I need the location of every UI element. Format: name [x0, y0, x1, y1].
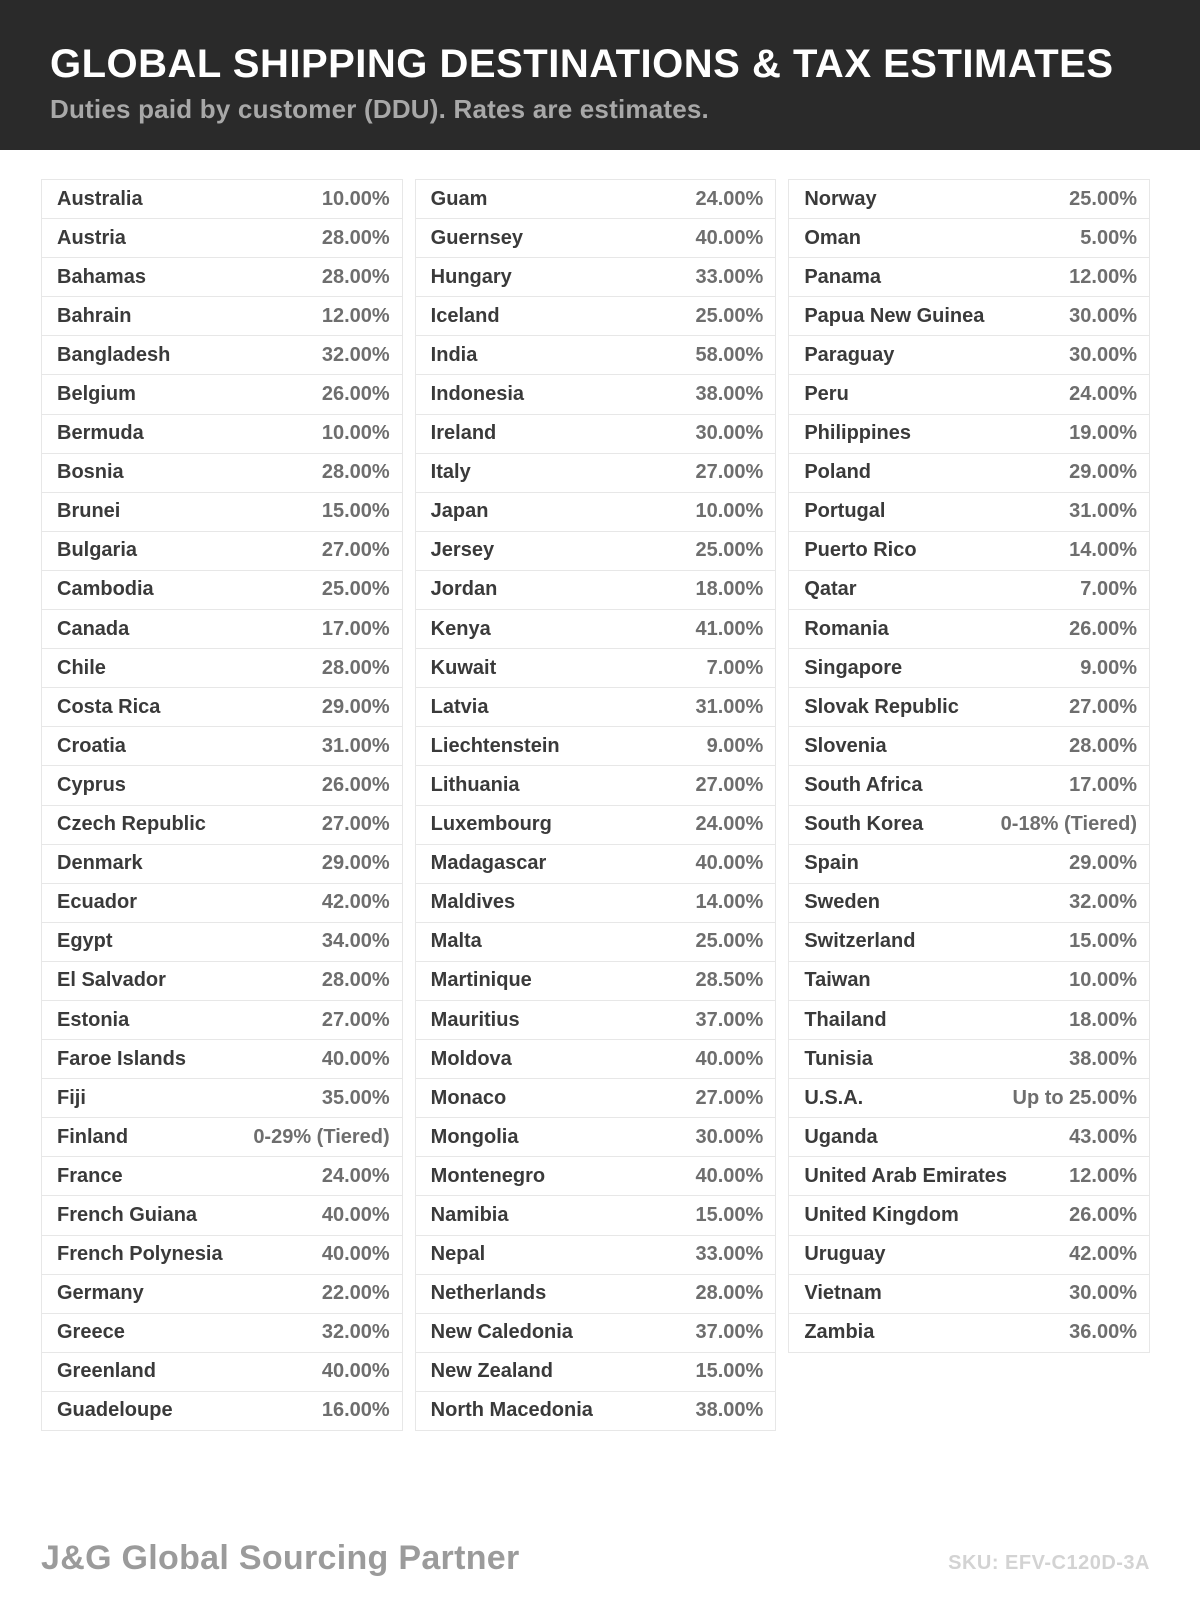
- country-name: Japan: [430, 500, 489, 523]
- country-name: Chile: [57, 656, 106, 679]
- country-name: Maldives: [430, 891, 516, 914]
- country-name: Guam: [430, 187, 488, 210]
- tax-rate: 25.00%: [695, 539, 764, 562]
- country-name: Nepal: [430, 1243, 486, 1266]
- tax-rate: 29.00%: [321, 852, 390, 875]
- table-row: [415, 1313, 777, 1353]
- table-row: [41, 687, 403, 727]
- table-row: [41, 1039, 403, 1079]
- table-row: [415, 765, 777, 805]
- table-row: [788, 883, 1150, 923]
- table-row: [415, 1195, 777, 1235]
- tax-rate: 37.00%: [695, 1321, 764, 1344]
- tax-rate: 25.00%: [695, 304, 764, 327]
- table-row: [415, 1000, 777, 1040]
- country-name: Singapore: [804, 656, 903, 679]
- table-row: [788, 726, 1150, 766]
- table-row: [788, 414, 1150, 454]
- tax-rate: 30.00%: [1069, 343, 1138, 366]
- country-name: U.S.A.: [804, 1086, 864, 1109]
- table-row: [415, 570, 777, 610]
- table-row: [788, 805, 1150, 845]
- tax-rate: 31.00%: [321, 734, 390, 757]
- country-name: Montenegro: [430, 1164, 546, 1187]
- table-row: [788, 609, 1150, 649]
- tax-rate: 40.00%: [695, 1164, 764, 1187]
- country-name: Moldova: [430, 1047, 512, 1070]
- country-name: Faroe Islands: [57, 1047, 186, 1070]
- country-name: Bahamas: [57, 265, 146, 288]
- tax-rate: 26.00%: [321, 383, 390, 406]
- tax-rate: 27.00%: [695, 1086, 764, 1109]
- table-row: [788, 765, 1150, 805]
- country-name: Bermuda: [57, 422, 144, 445]
- country-name: Namibia: [430, 1203, 509, 1226]
- tax-rate: 14.00%: [695, 891, 764, 914]
- tax-rate: 37.00%: [695, 1008, 764, 1031]
- country-name: Cambodia: [57, 578, 154, 601]
- tax-rate: 31.00%: [1069, 500, 1138, 523]
- tax-rate: 31.00%: [695, 695, 764, 718]
- tax-rate: 27.00%: [695, 461, 764, 484]
- page-header: [0, 0, 1200, 150]
- table-row: [41, 335, 403, 375]
- table-row: [41, 922, 403, 962]
- country-name: Italy: [430, 461, 471, 484]
- tax-rate: 33.00%: [695, 1243, 764, 1266]
- table-row: [41, 492, 403, 532]
- table-row: [41, 609, 403, 649]
- country-name: Latvia: [430, 695, 489, 718]
- tax-rate: 40.00%: [321, 1360, 390, 1383]
- country-name: Madagascar: [430, 852, 547, 875]
- tax-rate: 25.00%: [1069, 187, 1138, 210]
- table-row: [41, 1352, 403, 1392]
- country-name: Uganda: [804, 1125, 878, 1148]
- country-name: El Salvador: [57, 969, 166, 992]
- table-row: [788, 1195, 1150, 1235]
- tax-rate: 28.00%: [321, 461, 390, 484]
- country-name: South Africa: [804, 773, 923, 796]
- country-name: Jersey: [430, 539, 495, 562]
- tax-rate: 42.00%: [1069, 1243, 1138, 1266]
- table-row: [415, 922, 777, 962]
- table-row: [415, 453, 777, 493]
- tax-rate: 43.00%: [1069, 1125, 1138, 1148]
- tax-rate: 27.00%: [1069, 695, 1138, 718]
- country-name: Uruguay: [804, 1243, 886, 1266]
- tax-rate: 10.00%: [695, 500, 764, 523]
- country-name: Kenya: [430, 617, 491, 640]
- tax-rate: 19.00%: [1069, 422, 1138, 445]
- tax-rate: 32.00%: [321, 343, 390, 366]
- country-name: South Korea: [804, 813, 924, 836]
- country-name: Slovak Republic: [804, 695, 959, 718]
- table-row: [415, 609, 777, 649]
- table-row: [415, 296, 777, 336]
- tax-rate: 30.00%: [1069, 304, 1138, 327]
- table-row: [41, 805, 403, 845]
- tax-rate: 32.00%: [1069, 891, 1138, 914]
- tax-rate: 29.00%: [1069, 461, 1138, 484]
- tax-rate: 10.00%: [321, 422, 390, 445]
- country-name: France: [57, 1164, 123, 1187]
- country-name: Germany: [57, 1282, 144, 1305]
- table-row: [415, 1078, 777, 1118]
- country-name: Kuwait: [430, 656, 497, 679]
- tax-rate: 29.00%: [1069, 852, 1138, 875]
- table-row: [788, 1313, 1150, 1353]
- table-row: [41, 531, 403, 571]
- country-name: Fiji: [57, 1086, 86, 1109]
- table-row: [788, 844, 1150, 884]
- table-column-1: [41, 179, 403, 1431]
- country-name: Switzerland: [804, 930, 916, 953]
- country-name: Guernsey: [430, 226, 523, 249]
- country-name: Zambia: [804, 1321, 875, 1344]
- tax-rate: 22.00%: [321, 1282, 390, 1305]
- table-row: [41, 453, 403, 493]
- table-row: [788, 374, 1150, 414]
- table-row: [788, 1235, 1150, 1275]
- country-name: Ecuador: [57, 891, 138, 914]
- tax-rate: 7.00%: [1080, 578, 1138, 601]
- country-name: Bulgaria: [57, 539, 138, 562]
- tax-rate: 18.00%: [695, 578, 764, 601]
- country-name: Brunei: [57, 500, 121, 523]
- country-name: Qatar: [804, 578, 857, 601]
- country-name: Greenland: [57, 1360, 156, 1383]
- tax-rate: 30.00%: [695, 1125, 764, 1148]
- tax-rate: 12.00%: [1069, 265, 1138, 288]
- country-name: Thailand: [804, 1008, 887, 1031]
- country-name: Mauritius: [430, 1008, 520, 1031]
- country-name: Costa Rica: [57, 695, 161, 718]
- table-row: [788, 296, 1150, 336]
- country-name: India: [430, 343, 478, 366]
- table-row: [415, 1235, 777, 1275]
- country-name: Indonesia: [430, 383, 525, 406]
- country-name: Lithuania: [430, 773, 520, 796]
- country-name: Guadeloupe: [57, 1399, 173, 1422]
- table-row: [41, 961, 403, 1001]
- country-name: Romania: [804, 617, 889, 640]
- tax-rate: 12.00%: [1069, 1164, 1138, 1187]
- country-name: Egypt: [57, 930, 113, 953]
- table-row: [788, 648, 1150, 688]
- table-row: [788, 687, 1150, 727]
- tax-rate: 18.00%: [1069, 1008, 1138, 1031]
- table-row: [41, 883, 403, 923]
- tax-rate: 28.00%: [321, 265, 390, 288]
- table-row: [788, 1274, 1150, 1314]
- tax-rate: 15.00%: [321, 500, 390, 523]
- tax-rate: 42.00%: [321, 891, 390, 914]
- country-name: Monaco: [430, 1086, 507, 1109]
- tax-rate: 40.00%: [695, 1047, 764, 1070]
- table-row: [415, 805, 777, 845]
- table-row: [41, 1156, 403, 1196]
- country-name: Liechtenstein: [430, 734, 560, 757]
- tax-rate: 24.00%: [695, 187, 764, 210]
- page-subtitle: Duties paid by customer (DDU). Rates are estimates.: [50, 93, 709, 124]
- country-name: Portugal: [804, 500, 886, 523]
- table-row: [415, 1274, 777, 1314]
- country-name: Slovenia: [804, 734, 887, 757]
- country-name: United Kingdom: [804, 1203, 959, 1226]
- table-row: [415, 1039, 777, 1079]
- table-row: [415, 1156, 777, 1196]
- table-row: [41, 1235, 403, 1275]
- country-name: Jordan: [430, 578, 498, 601]
- country-name: Denmark: [57, 852, 143, 875]
- table-row: [41, 1391, 403, 1431]
- country-name: Austria: [57, 226, 126, 249]
- table-row: [788, 531, 1150, 571]
- table-row: [415, 648, 777, 688]
- tax-rate: 14.00%: [1069, 539, 1138, 562]
- country-name: Netherlands: [430, 1282, 547, 1305]
- country-name: Taiwan: [804, 969, 871, 992]
- country-name: Vietnam: [804, 1282, 882, 1305]
- country-name: Tunisia: [804, 1047, 873, 1070]
- table-row: [415, 1352, 777, 1392]
- tax-rate: 36.00%: [1069, 1321, 1138, 1344]
- table-row: [788, 1117, 1150, 1157]
- country-name: Croatia: [57, 734, 126, 757]
- table-row: [415, 883, 777, 923]
- table-row: [415, 414, 777, 454]
- country-name: Mongolia: [430, 1125, 519, 1148]
- country-name: Panama: [804, 265, 882, 288]
- tax-rate: 12.00%: [321, 304, 390, 327]
- table-row: [788, 922, 1150, 962]
- tax-rate: 0-18% (Tiered): [1000, 813, 1138, 836]
- tax-rate: 58.00%: [695, 343, 764, 366]
- tax-rate: 7.00%: [706, 656, 764, 679]
- table-row: [415, 687, 777, 727]
- tax-rate: 26.00%: [1069, 617, 1138, 640]
- country-name: Luxembourg: [430, 813, 552, 836]
- tax-rate: 15.00%: [695, 1360, 764, 1383]
- country-name: Hungary: [430, 265, 512, 288]
- tax-rate: 40.00%: [321, 1203, 390, 1226]
- table-row: [41, 1117, 403, 1157]
- table-row: [41, 844, 403, 884]
- table-row: [41, 1000, 403, 1040]
- table-row: [415, 218, 777, 258]
- table-row: [415, 335, 777, 375]
- tax-rate: 40.00%: [695, 226, 764, 249]
- table-row: [788, 570, 1150, 610]
- table-row: [788, 257, 1150, 297]
- tax-rate: 28.00%: [321, 969, 390, 992]
- country-name: Ireland: [430, 422, 497, 445]
- country-name: Greece: [57, 1321, 125, 1344]
- table-row: [41, 257, 403, 297]
- table-column-2: [415, 179, 777, 1431]
- country-name: Malta: [430, 930, 482, 953]
- country-name: Puerto Rico: [804, 539, 917, 562]
- table-row: [788, 335, 1150, 375]
- tax-rate: 29.00%: [321, 695, 390, 718]
- tax-rate: 28.00%: [695, 1282, 764, 1305]
- table-row: [41, 179, 403, 219]
- table-row: [415, 374, 777, 414]
- table-row: [41, 765, 403, 805]
- table-row: [415, 1117, 777, 1157]
- page-footer: [0, 1539, 1200, 1600]
- table-row: [41, 218, 403, 258]
- tax-rate: 24.00%: [695, 813, 764, 836]
- country-name: Bosnia: [57, 461, 124, 484]
- tax-rate: 27.00%: [695, 773, 764, 796]
- tax-rate: 38.00%: [1069, 1047, 1138, 1070]
- table-row: [41, 414, 403, 454]
- tax-rate: 24.00%: [1069, 383, 1138, 406]
- tax-rate: 41.00%: [695, 617, 764, 640]
- country-name: Norway: [804, 187, 877, 210]
- tax-rate: 9.00%: [1080, 656, 1138, 679]
- table-row: [41, 570, 403, 610]
- country-name: Czech Republic: [57, 813, 206, 836]
- country-name: United Arab Emirates: [804, 1164, 1007, 1187]
- tax-rate: 24.00%: [321, 1164, 390, 1187]
- country-name: Bahrain: [57, 304, 132, 327]
- country-name: Peru: [804, 383, 849, 406]
- country-name: Finland: [57, 1125, 129, 1148]
- tax-rate: 38.00%: [695, 1399, 764, 1422]
- table-row: [788, 453, 1150, 493]
- tax-rate: 28.00%: [321, 656, 390, 679]
- table-row: [788, 179, 1150, 219]
- tax-rate: 26.00%: [321, 773, 390, 796]
- country-name: Cyprus: [57, 773, 126, 796]
- table-row: [41, 1195, 403, 1235]
- table-row: [788, 492, 1150, 532]
- table-row: [788, 218, 1150, 258]
- country-name: French Guiana: [57, 1203, 198, 1226]
- table-column-3: [788, 179, 1150, 1353]
- tax-rate: 27.00%: [321, 539, 390, 562]
- country-name: Paraguay: [804, 343, 895, 366]
- table-row: [415, 726, 777, 766]
- country-name: New Caledonia: [430, 1321, 573, 1344]
- tax-rate: 5.00%: [1080, 226, 1138, 249]
- country-name: Belgium: [57, 383, 136, 406]
- tax-rate: 28.00%: [321, 226, 390, 249]
- table-row: [415, 257, 777, 297]
- country-name: Oman: [804, 226, 862, 249]
- table-row: [41, 1078, 403, 1118]
- table-row: [788, 1039, 1150, 1079]
- tax-rate: 27.00%: [321, 1008, 390, 1031]
- tax-rate-table: [41, 179, 1150, 1431]
- tax-rate: 33.00%: [695, 265, 764, 288]
- country-name: French Polynesia: [57, 1243, 223, 1266]
- tax-rate: 35.00%: [321, 1086, 390, 1109]
- table-row: [415, 961, 777, 1001]
- tax-rate: 0-29% (Tiered): [253, 1125, 390, 1148]
- country-name: Martinique: [430, 969, 532, 992]
- country-name: North Macedonia: [430, 1399, 593, 1422]
- tax-rate: 17.00%: [321, 617, 390, 640]
- tax-rate: 30.00%: [1069, 1282, 1138, 1305]
- sku-label: SKU: EFV-C120D-3A: [948, 1552, 1150, 1574]
- table-row: [788, 1000, 1150, 1040]
- tax-rate: 27.00%: [321, 813, 390, 836]
- table-row: [788, 1156, 1150, 1196]
- tax-rate: 26.00%: [1069, 1203, 1138, 1226]
- tax-rate: 32.00%: [321, 1321, 390, 1344]
- tax-rate: 25.00%: [321, 578, 390, 601]
- country-name: Australia: [57, 187, 143, 210]
- tax-rate: 40.00%: [321, 1243, 390, 1266]
- tax-rate: 15.00%: [695, 1203, 764, 1226]
- table-row: [41, 1313, 403, 1353]
- tax-rate: 34.00%: [321, 930, 390, 953]
- tax-rate: 40.00%: [695, 852, 764, 875]
- table-row: [41, 726, 403, 766]
- tax-rate: 30.00%: [695, 422, 764, 445]
- tax-rate: 40.00%: [321, 1047, 390, 1070]
- table-row: [41, 648, 403, 688]
- country-name: Estonia: [57, 1008, 130, 1031]
- table-row: [415, 844, 777, 884]
- tax-rate: 17.00%: [1069, 773, 1138, 796]
- table-row: [415, 492, 777, 532]
- tax-rate: 38.00%: [695, 383, 764, 406]
- table-row: [41, 374, 403, 414]
- table-row: [415, 179, 777, 219]
- table-row: [415, 1391, 777, 1431]
- brand-name: J&G Global Sourcing Partner: [41, 1539, 520, 1577]
- tax-rate: 16.00%: [321, 1399, 390, 1422]
- country-name: Sweden: [804, 891, 880, 914]
- tax-rate: 10.00%: [321, 187, 390, 210]
- country-name: Bangladesh: [57, 343, 171, 366]
- table-row: [788, 961, 1150, 1001]
- tax-rate: Up to 25.00%: [1012, 1086, 1138, 1109]
- tax-rate: 10.00%: [1069, 969, 1138, 992]
- table-row: [788, 1078, 1150, 1118]
- tax-rate: 15.00%: [1069, 930, 1138, 953]
- country-name: New Zealand: [430, 1360, 553, 1383]
- table-row: [415, 531, 777, 571]
- tax-rate: 25.00%: [695, 930, 764, 953]
- tax-rate: 28.50%: [695, 969, 764, 992]
- country-name: Papua New Guinea: [804, 304, 985, 327]
- country-name: Canada: [57, 617, 130, 640]
- country-name: Spain: [804, 852, 859, 875]
- country-name: Philippines: [804, 422, 912, 445]
- table-row: [41, 1274, 403, 1314]
- country-name: Iceland: [430, 304, 500, 327]
- country-name: Poland: [804, 461, 872, 484]
- table-row: [41, 296, 403, 336]
- tax-rate: 9.00%: [706, 734, 764, 757]
- page-title: GLOBAL SHIPPING DESTINATIONS & TAX ESTIMATES: [50, 42, 1114, 86]
- tax-rate: 28.00%: [1069, 734, 1138, 757]
